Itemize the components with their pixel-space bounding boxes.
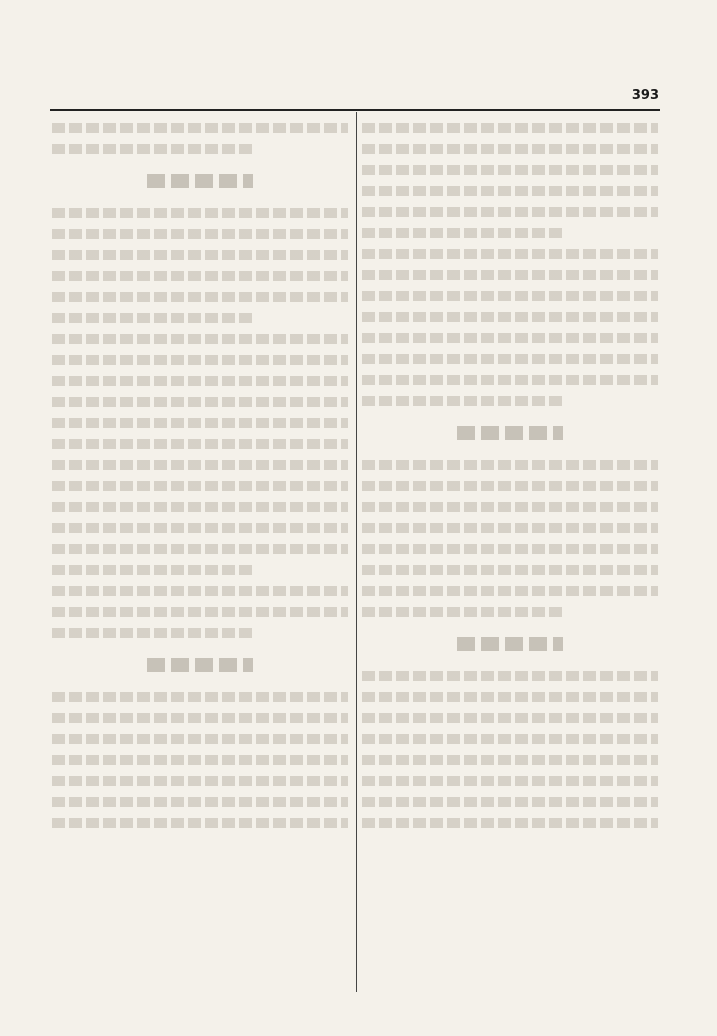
- left-column: [52, 112, 348, 1006]
- right-column-text-placeholder: [362, 123, 658, 828]
- header-rule: [50, 109, 660, 111]
- left-column-text-placeholder: [52, 123, 348, 828]
- page-number: 393: [631, 88, 659, 103]
- column-divider: [356, 112, 357, 992]
- right-column: [362, 112, 658, 1006]
